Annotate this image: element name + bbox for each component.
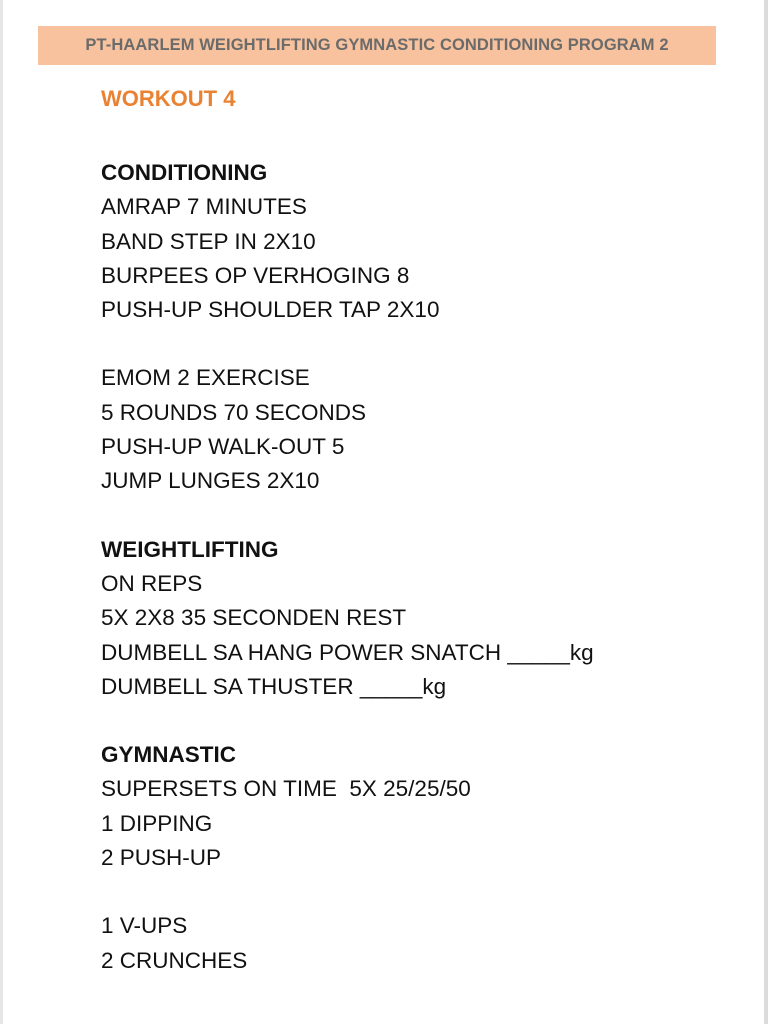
exercise-line: AMRAP 7 MINUTES — [101, 194, 307, 220]
exercise-line: JUMP LUNGES 2X10 — [101, 468, 320, 494]
exercise-line: 5X 2X8 35 SECONDEN REST — [101, 605, 407, 631]
section-gymnastic — [101, 738, 741, 875]
exercise-line: BURPEES OP VERHOGING 8 — [101, 262, 410, 288]
exercise-line: EMOM 2 EXERCISE — [101, 365, 310, 391]
exercise-line: ON REPS — [101, 570, 203, 596]
exercise-line: PUSH-UP WALK-OUT 5 — [101, 434, 345, 460]
section-heading: GYMNASTIC — [101, 742, 236, 768]
header-banner — [38, 26, 716, 65]
section-gymnastic-superset-2 — [101, 909, 741, 978]
exercise-line: 1 DIPPING — [101, 810, 213, 836]
page-edge-left — [0, 0, 3, 1024]
page-edge-right — [764, 0, 768, 1024]
exercise-line: SUPERSETS ON TIME 5X 25/25/50 — [101, 776, 471, 802]
section-weightlifting — [101, 533, 741, 704]
document-body — [101, 84, 741, 978]
exercise-line: 2 PUSH-UP — [101, 845, 222, 871]
exercise-line: 2 CRUNCHES — [101, 947, 248, 973]
exercise-line: 5 ROUNDS 70 SECONDS — [101, 399, 367, 425]
workout-title: WORKOUT 4 — [101, 86, 236, 111]
section-heading: WEIGHTLIFTING — [101, 536, 279, 562]
section-conditioning — [101, 156, 741, 327]
section-heading: CONDITIONING — [101, 160, 268, 185]
exercise-line: DUMBELL SA HANG POWER SNATCH _____kg — [101, 639, 594, 665]
exercise-line: PUSH-UP SHOULDER TAP 2X10 — [101, 297, 440, 323]
exercise-line: BAND STEP IN 2X10 — [101, 228, 316, 254]
exercise-line: DUMBELL SA THUSTER _____kg — [101, 673, 447, 699]
section-emom — [101, 361, 741, 498]
document-title: PT-HAARLEM WEIGHTLIFTING GYMNASTIC CONDITIONING PROGRAM 2 — [85, 36, 669, 54]
exercise-line: 1 V-UPS — [101, 913, 188, 939]
